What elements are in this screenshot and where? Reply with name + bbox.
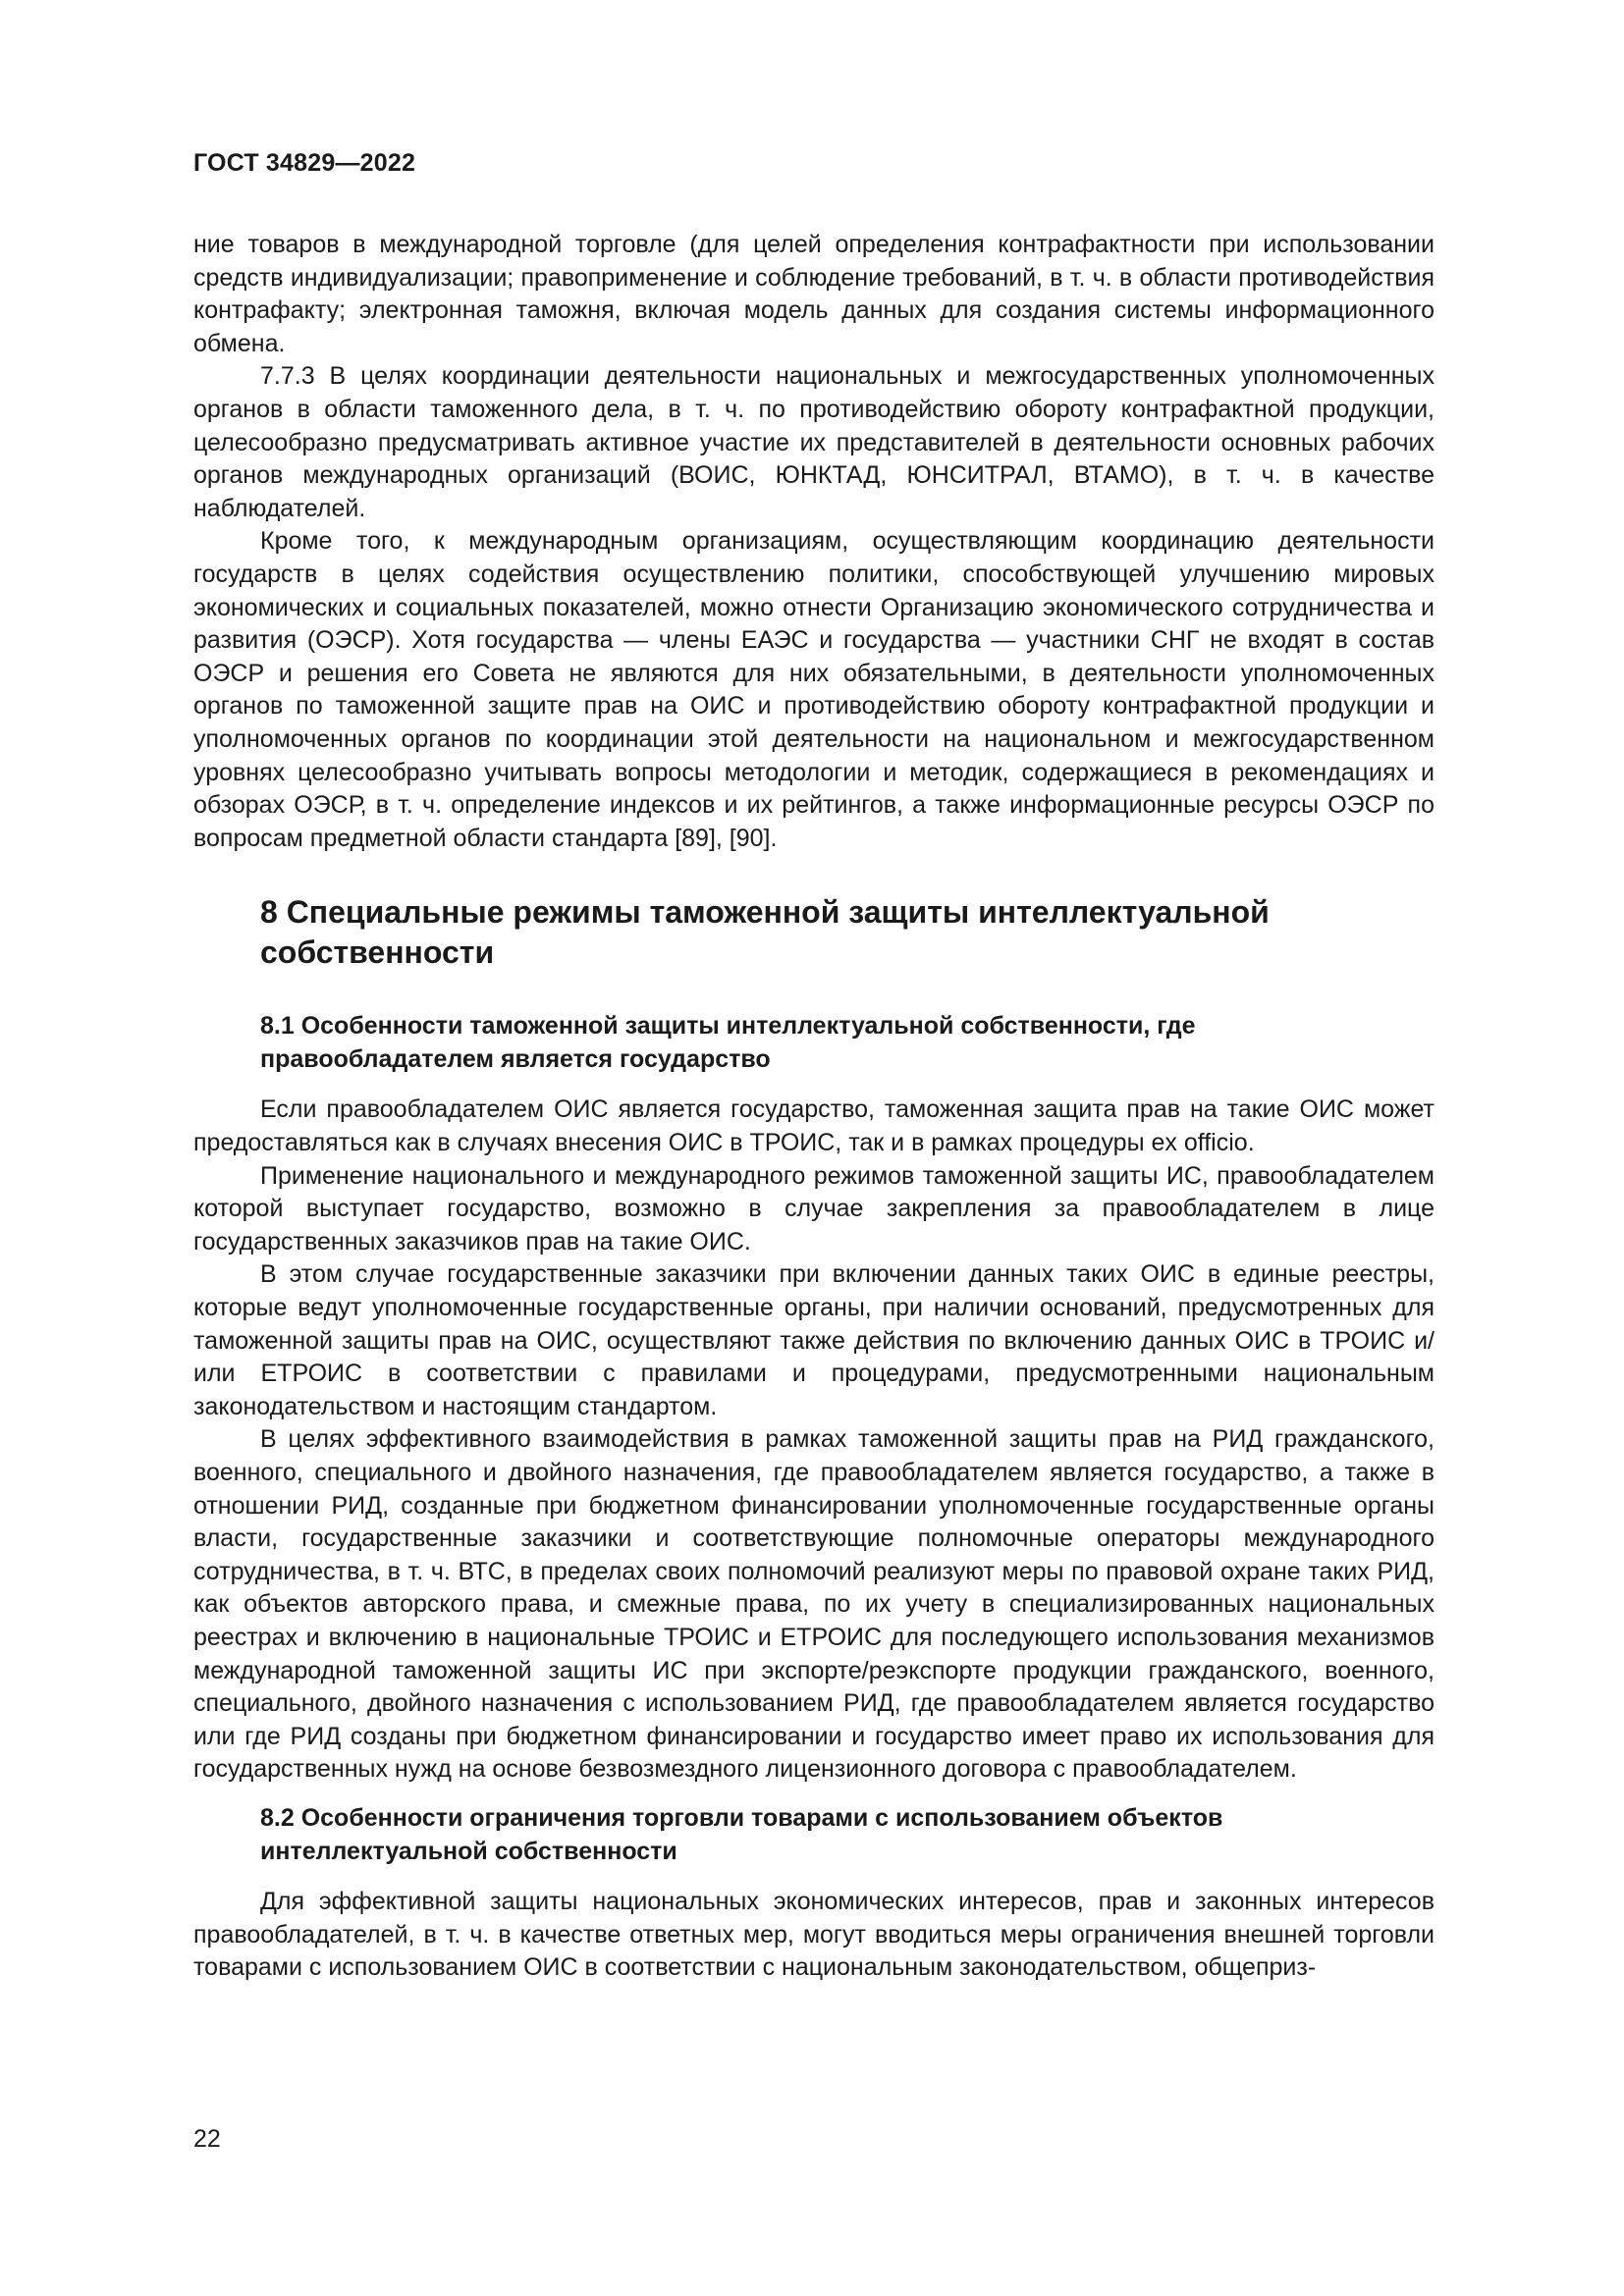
document-body <box>193 229 1435 1985</box>
paragraph-oecd: Кроме того, к международным организациям, осуществляющим координацию деятельности государств в целях содействия осуществлению политики, способствующей улучшению мировых экономических и социальных показателей, можно отнести Организацию экономического сотрудничества и развития (ОЭСР). Хотя государства — члены ЕАЭС и государства — участники СНГ не входят в состав ОЭСР и решения его Совета не являются для них обязательными, в деятельности уполномоченных органов по таможенной защите прав на ОИС и противодействию обороту контрафактной продукции и уполномоченных органов по координации этой деятельности на национальном и межгосударственном уровнях целесообразно учитывать вопросы методологии и методик, содержащиеся в рекомендациях и обзорах ОЭСР, в т. ч. определение индексов и их рейтингов, а также информационные ресурсы ОЭСР по вопросам предметной области стандарта [89], [90]. <box>193 527 1435 852</box>
paragraph-8-1-c: В этом случае государственные заказчики при включении данных таких ОИС в единые реестры, которые ведут уполномоченные государственные органы, при наличии оснований, предусмотренных для таможенной защиты прав на ОИС, осуществляют также действия по включению данных ОИС в ТРОИС и/или ЕТРОИС в соответствии с правилами и процедурами, предусмотренными национальным законодательством и настоящим стандартом. <box>193 1260 1435 1420</box>
subsection-8-1-heading: 8.1 Особенности таможенной защиты интеллектуальной собственности, где правообладателем является государство <box>260 1012 1196 1073</box>
paragraph-7-7-3: 7.7.3 В целях координации деятельности национальных и межгосударственных уполномоченных органов в области таможенного дела, в т. ч. по противодействию обороту контрафактной продукции, целесообразно предусматривать активное участие их представителей в деятельности основных рабочих органов международных организаций (ВОИС, ЮНКТАД, ЮНСИТРАЛ, ВТАМО), в т. ч. в качестве наблюдателей. <box>193 362 1435 522</box>
paragraph-8-1-d: В целях эффективного взаимодействия в рамках таможенной защиты прав на РИД гражданского, военного, специального и двойного назначения, где правообладателем является государство, а также в отношении РИД, созданные при бюджетном финансировании уполномоченные государственные органы власти, государственные заказчики и соответствующие полномочные операторы международного сотрудничества, в т. ч. ВТС, в пределах своих полномочий реализуют меры по правовой охране таких РИД, как объектов авторского права, и смежные права, по их учету в специализированных национальных реестрах и включению в национальные ТРОИС и ЕТРОИС для последующего использования механизмов международной таможенной защиты ИС при экспорте/реэкспорте продукции гражданского, военного, специального, двойного назначения с использованием РИД, где правообладателем является государство или где РИД созданы при бюджетном финансировании и государство имеет право их использования для государственных нужд на основе безвозмездного лицензионного договора с правообладателем. <box>193 1425 1435 1784</box>
paragraph-8-1-b: Применение национального и международного режимов таможенной защиты ИС, правообладателем которой выступает государство, возможно в случае закрепления за правообладателем в лице государственных заказчиков прав на такие ОИС. <box>193 1161 1435 1255</box>
paragraph-continuation: ние товаров в международной торговле (для целей определения контрафактности при использовании средств индивидуализации; правоприменение и соблюдение требований, в т. ч. в области противодействия контрафакту; электронная таможня, включая модель данных для создания системы информационного обмена. <box>193 231 1435 357</box>
subsection-8-2-heading: 8.2 Особенности ограничения торговли товарами с использованием объектов интеллектуальной собственности <box>260 1803 1223 1865</box>
paragraph-8-2-a: Для эффективной защиты национальных экономических интересов, прав и законных интересов правообладателей, в т. ч. в качестве ответных мер, могут вводиться меры ограничения внешней торговли товарами с использованием ОИС в соответствии с национальным законодательством, общеприз- <box>193 1888 1435 1982</box>
paragraph-8-1-a: Если правообладателем ОИС является государство, таможенная защита прав на такие ОИС может предоставляться как в случаях внесения ОИС в ТРОИС, так и в рамках процедуры ex officio. <box>193 1095 1435 1157</box>
page-number: 22 <box>193 2125 221 2153</box>
document-id-header: ГОСТ 34829—2022 <box>193 149 416 177</box>
section-8-heading: 8 Специальные режимы таможенной защиты интеллектуальной собственности <box>260 894 1270 971</box>
